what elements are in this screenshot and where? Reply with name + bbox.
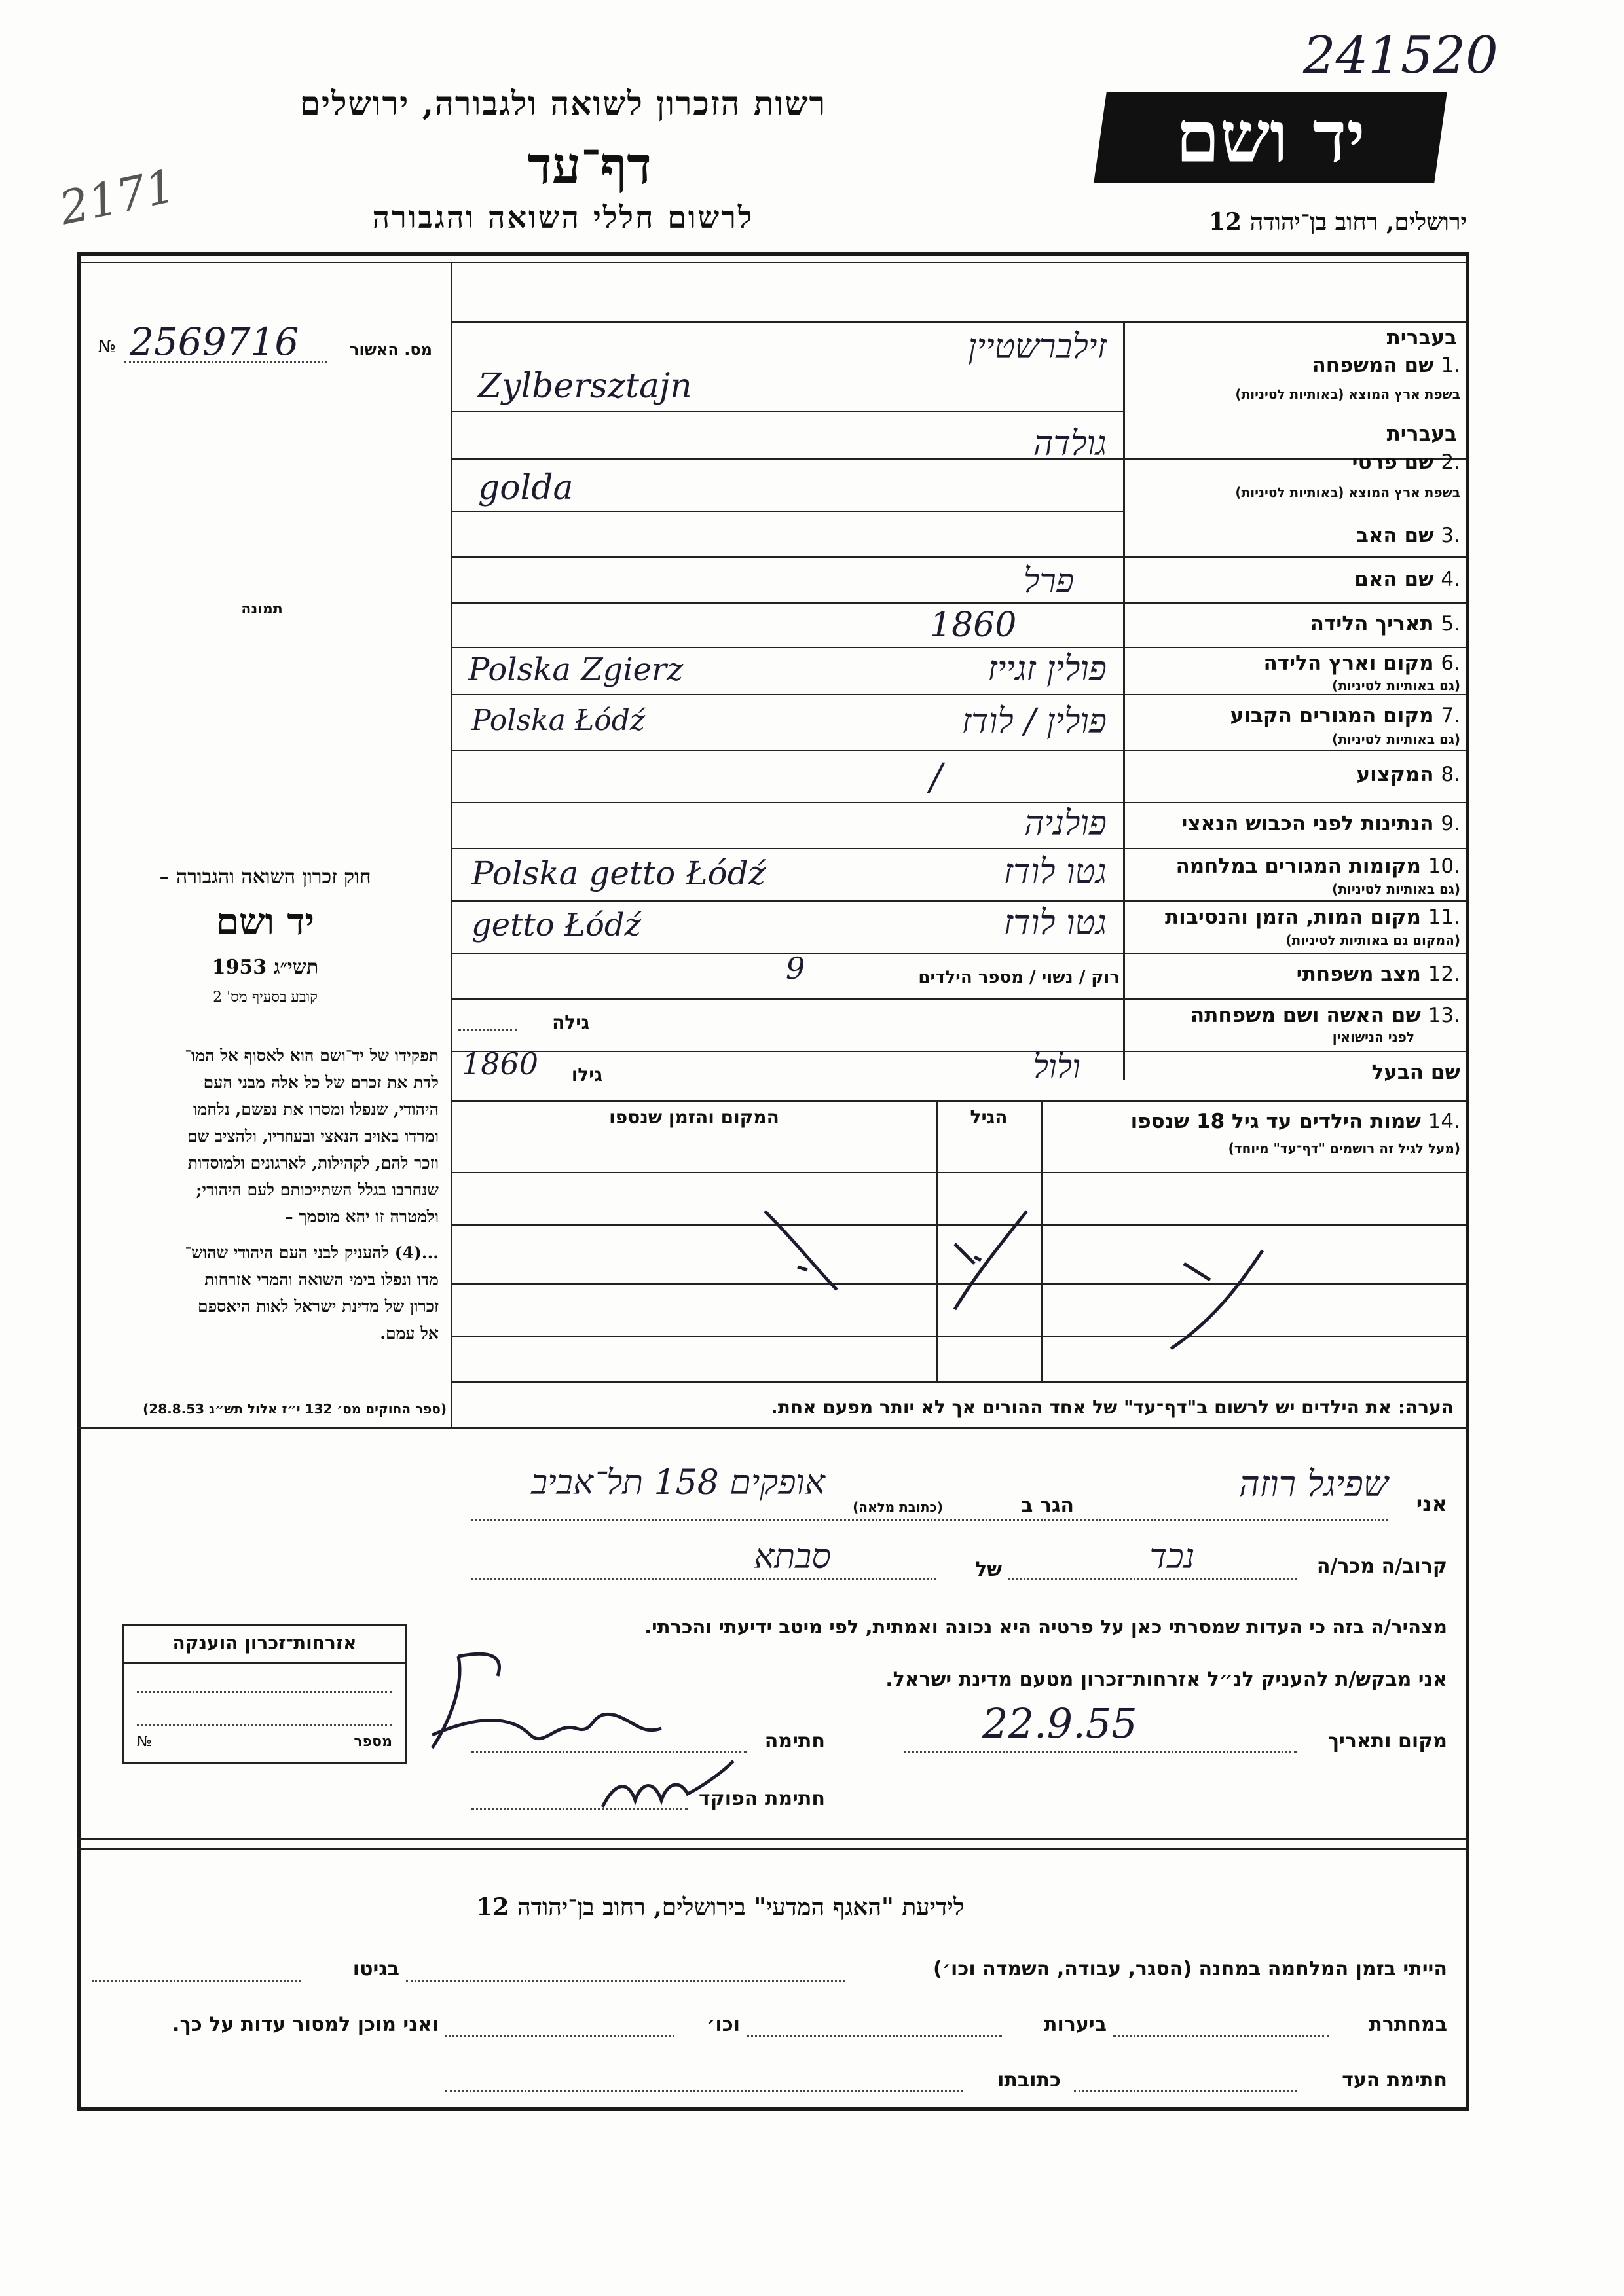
law-line: ולמטרה זו יהא מוסמך – (285, 1207, 439, 1226)
first-name-hebrew: גולדה (1033, 424, 1107, 464)
field-2-label: .2 שם פרטי (1352, 450, 1460, 474)
field-6-label: .6 מקום וארץ הלידה (1263, 651, 1460, 675)
hebrew-label: בעברית (1386, 326, 1457, 350)
field-8-label: .8 המקצוע (1356, 763, 1460, 786)
death-place-latin: getto Łódź (471, 907, 641, 943)
address: ירושלים, רחוב בן־יהודה 12 (1208, 208, 1467, 236)
photo-label: תמונה (241, 601, 283, 617)
citizenship-value: פולניה (1024, 804, 1107, 843)
children-crossed-out-mark (451, 1172, 1466, 1381)
law-title: חוק זכרון השואה והגבורה – (159, 866, 371, 888)
children-row-line (451, 1381, 1466, 1383)
field-1-note: בשפת ארץ המוצא (באותיות לטיניות) (1235, 386, 1460, 402)
husband-age-value: 1860 (462, 1046, 539, 1082)
approval-number: 2569716 (130, 319, 299, 364)
row-line (451, 411, 1125, 412)
approval-prefix: № (98, 337, 117, 357)
intel-title: לידיעת "האגף המדעי" בירושלים, רחוב בן־יהודה 12 (476, 1893, 965, 1921)
row-line (451, 998, 1466, 1000)
children-count: 9 (786, 951, 805, 986)
relation-line (1008, 1578, 1297, 1580)
intel-line1-b: בגיטו (352, 1958, 399, 1980)
relation-label: קרוב/ה מכר/ה (1316, 1555, 1447, 1578)
declarant-address: אופקים 158 תל־אביב (531, 1463, 825, 1503)
remark-line (77, 1427, 1469, 1429)
approval-line (124, 361, 327, 363)
row-line (451, 750, 1466, 751)
law-line: היהודי, שנפלו ומסרו את נפשם, נלחמו (193, 1100, 439, 1119)
marital-options: רוק / נשוי / מספר הילדים (918, 968, 1120, 987)
frame-inner-line (77, 262, 1469, 263)
field-3-label: .3 שם האב (1356, 524, 1460, 547)
citizenship-box-title: אזרחות־זכרון הוענקה (172, 1632, 357, 1654)
wartime-residence-hebrew: גטו לודז (1003, 852, 1107, 892)
citizenship-number-prefix: № (137, 1734, 152, 1750)
row-line (451, 848, 1466, 849)
husband-name-value: ולול (1033, 1048, 1080, 1085)
wife-age-label: גילה (552, 1011, 589, 1033)
ani-label: אני (1416, 1491, 1447, 1516)
intel-line2-a-dots (1113, 2035, 1329, 2037)
first-name-latin: golda (478, 468, 574, 507)
top-row-line (451, 321, 1466, 323)
intel-line2-c: וכו׳ (707, 2013, 740, 2036)
law-line: ...(4) להעניק לבני העם היהודי שהוש־ (185, 1243, 439, 1262)
intel-line2-b: ביערות (1044, 2013, 1107, 2036)
signature-label: חתימה (764, 1730, 825, 1753)
intel-line3-a: חתימת העד (1342, 2069, 1447, 2092)
citizenship-number-label: מספר (354, 1734, 392, 1750)
field-11-note: (המקום גם באותיות לטיניות) (1285, 932, 1460, 948)
page-title: דף־עד (527, 136, 652, 196)
birth-place-hebrew: פולין זגייז (987, 649, 1107, 689)
declarant-signature (419, 1637, 707, 1768)
field-13-label: .13 שם האשה ושם משפחתה (1190, 1004, 1460, 1027)
field-10-note: (גם באותיות לטיניות) (1332, 881, 1460, 897)
intel-line2-c-dots (445, 2035, 674, 2037)
label-column-divider (1123, 321, 1125, 1080)
intel-line2-b-dots (747, 2035, 1002, 2037)
row-line (451, 602, 1466, 604)
row-line (451, 556, 1466, 558)
husband-age-label: גילו (571, 1064, 602, 1085)
margin-number: 2171 (54, 158, 180, 236)
husband-label: שם הבעל (1371, 1061, 1460, 1084)
family-name-latin: Zylbersztajn (478, 367, 692, 406)
field-7-note: (גם באותיות לטיניות) (1332, 731, 1460, 747)
profession-value: / (930, 756, 942, 799)
residence-hebrew: פולין / לודז (961, 702, 1107, 741)
approval-label: מס. האשור (350, 340, 432, 359)
of-value: סבתא (754, 1537, 831, 1576)
declarant-name: שפיגל רוזה (1239, 1463, 1388, 1504)
field-6-note: (גם באותיות לטיניות) (1332, 678, 1460, 693)
field-10-label: .10 מקומות המגורים במלחמה (1175, 854, 1460, 878)
citizenship-box-line (137, 1691, 392, 1693)
wife-age-line (458, 1029, 517, 1031)
officer-signature (589, 1755, 753, 1827)
law-line: תפקידו של יד־ושם הוא לאסוף אל המו־ (185, 1046, 439, 1065)
field-5-label: .5 תאריך הלידה (1310, 612, 1460, 636)
law-source: (ספר החוקים מס׳ 132 י״ז אלול תש״ג 28.8.53) (143, 1401, 447, 1417)
field-7-label: .7 מקום המגורים הקבוע (1230, 704, 1460, 727)
of-label: של (975, 1558, 1002, 1581)
field-2-note: בשפת ארץ המוצא (באותיות לטיניות) (1235, 484, 1460, 500)
residence-latin: Polska Łódź (471, 704, 646, 737)
intel-line3-a-dots (1074, 2090, 1297, 2092)
law-year: תשי״ג 1953 (212, 956, 319, 979)
death-place-hebrew: גטו לודז (1003, 903, 1107, 943)
field-14-note: (מעל לגיל זה רושמים "דף־עד" מיוחד) (1228, 1140, 1460, 1156)
family-name-hebrew: זילברשטיין (968, 327, 1107, 367)
law-line: מדו ונפלו בימי השואה והמרי אזרחות (204, 1270, 439, 1289)
address-line (471, 1519, 1388, 1521)
law-line: שנחרבו בגלל השתייכותם לעם היהודי; (196, 1180, 439, 1199)
intel-line1-dots (406, 1980, 845, 1982)
law-text (85, 1042, 439, 1347)
row-line (451, 511, 1125, 512)
field-13-note: לפני הנישואין (1332, 1029, 1414, 1045)
full-address-note: (כתובת מלאה) (853, 1499, 943, 1515)
intel-line3-b-dots (445, 2090, 963, 2092)
logo-text: יד ושם (1175, 96, 1365, 179)
field-12-label: .12 מצב משפחתי (1296, 962, 1460, 986)
intel-line1-a: הייתי בזמן המלחמה במחנה (הסגר, עבודה, השמדה וכו׳) (933, 1958, 1447, 1980)
field-14-label: .14 שמות הילדים עד גיל 18 שנספו (1130, 1110, 1460, 1133)
page-subtitle: לרשום חללי השואה והגבורה (372, 200, 754, 235)
date-line (904, 1751, 1297, 1753)
row-line (451, 647, 1466, 648)
of-line (471, 1578, 936, 1580)
citizenship-box-divider (124, 1662, 405, 1664)
separator-line (77, 1848, 1469, 1850)
hebrew-label: בעברית (1386, 422, 1457, 446)
intel-line3-b: כתובתו (997, 2069, 1061, 2092)
intel-line1-b-dots (92, 1980, 301, 1982)
officer-label: חתימת הפוקד (699, 1787, 825, 1810)
date-value: 22.9.55 (982, 1700, 1137, 1747)
row-line (451, 953, 1466, 954)
law-line: ומרדו באויב הנאצי ובעוזריו, ולהציב שם (187, 1127, 439, 1146)
law-name: יד ושם (215, 900, 315, 943)
yad-vashem-logo (1094, 92, 1447, 183)
row-line (451, 900, 1466, 902)
row-line (451, 694, 1466, 695)
intel-line2-d: ואני מוכן למסור עדות על כך. (172, 2013, 439, 2036)
relation-value: נכד (1149, 1537, 1195, 1576)
citizenship-box-line (137, 1724, 392, 1726)
law-clause: קובע בסעיף מס' 2 (213, 989, 318, 1006)
resident-label: הגר ב (1021, 1494, 1074, 1517)
place-date-label: מקום ותאריך (1327, 1730, 1447, 1753)
authority-name: רשות הזכרון לשואה ולגבורה, ירושלים (299, 84, 827, 122)
children-place-header: המקום והזמן שנספו (609, 1106, 779, 1128)
citizenship-box (122, 1624, 407, 1764)
mother-name-value: פרל (1023, 562, 1074, 601)
field-1-label: .1 שם המשפחה (1312, 354, 1460, 377)
birth-place-latin: Polska Zgierz (468, 651, 684, 688)
law-line: זכרון של מדינת ישראל לאות היאספם (197, 1297, 439, 1316)
wartime-residence-latin: Polska getto Łódź (471, 854, 766, 892)
row-line (451, 802, 1466, 803)
separator-line (77, 1838, 1469, 1840)
birth-date-value: 1860 (930, 606, 1017, 645)
remark-text: הערה: את הילדים יש לרשום ב"דף־עד" של אחד ההורים אך לא יותר מפעם אחת. (771, 1396, 1454, 1418)
request-text: אני מבקש/ת להעניק לנ״ל אזרחות־זכרון מטעם מדינת ישראל. (885, 1668, 1447, 1691)
row-line (451, 1100, 1466, 1102)
field-9-label: .9 הנתינות לפני הכבוש הנאצי (1181, 812, 1460, 835)
stamp-number: 241520 (1303, 26, 1498, 85)
law-line: לדת את זכרם של כל אלה מבני העם (203, 1073, 439, 1092)
field-11-label: .11 מקום המות, הזמן והנסיבות (1165, 905, 1460, 929)
declaration-text: מצהיר/ה בזה כי העדות שמסרתי כאן על פרטיה היא נכונה ואמתית, לפי מיטב ידיעתי והכרתי. (644, 1616, 1447, 1638)
intel-line2-a: במחתרת (1369, 2013, 1447, 2036)
children-age-header: הגיל (970, 1106, 1008, 1128)
law-line: אל עמם. (380, 1324, 439, 1343)
law-line: וזכר להם, לקהילות, לארגונים ולמוסדות (187, 1154, 439, 1173)
field-4-label: .4 שם האם (1354, 568, 1460, 591)
